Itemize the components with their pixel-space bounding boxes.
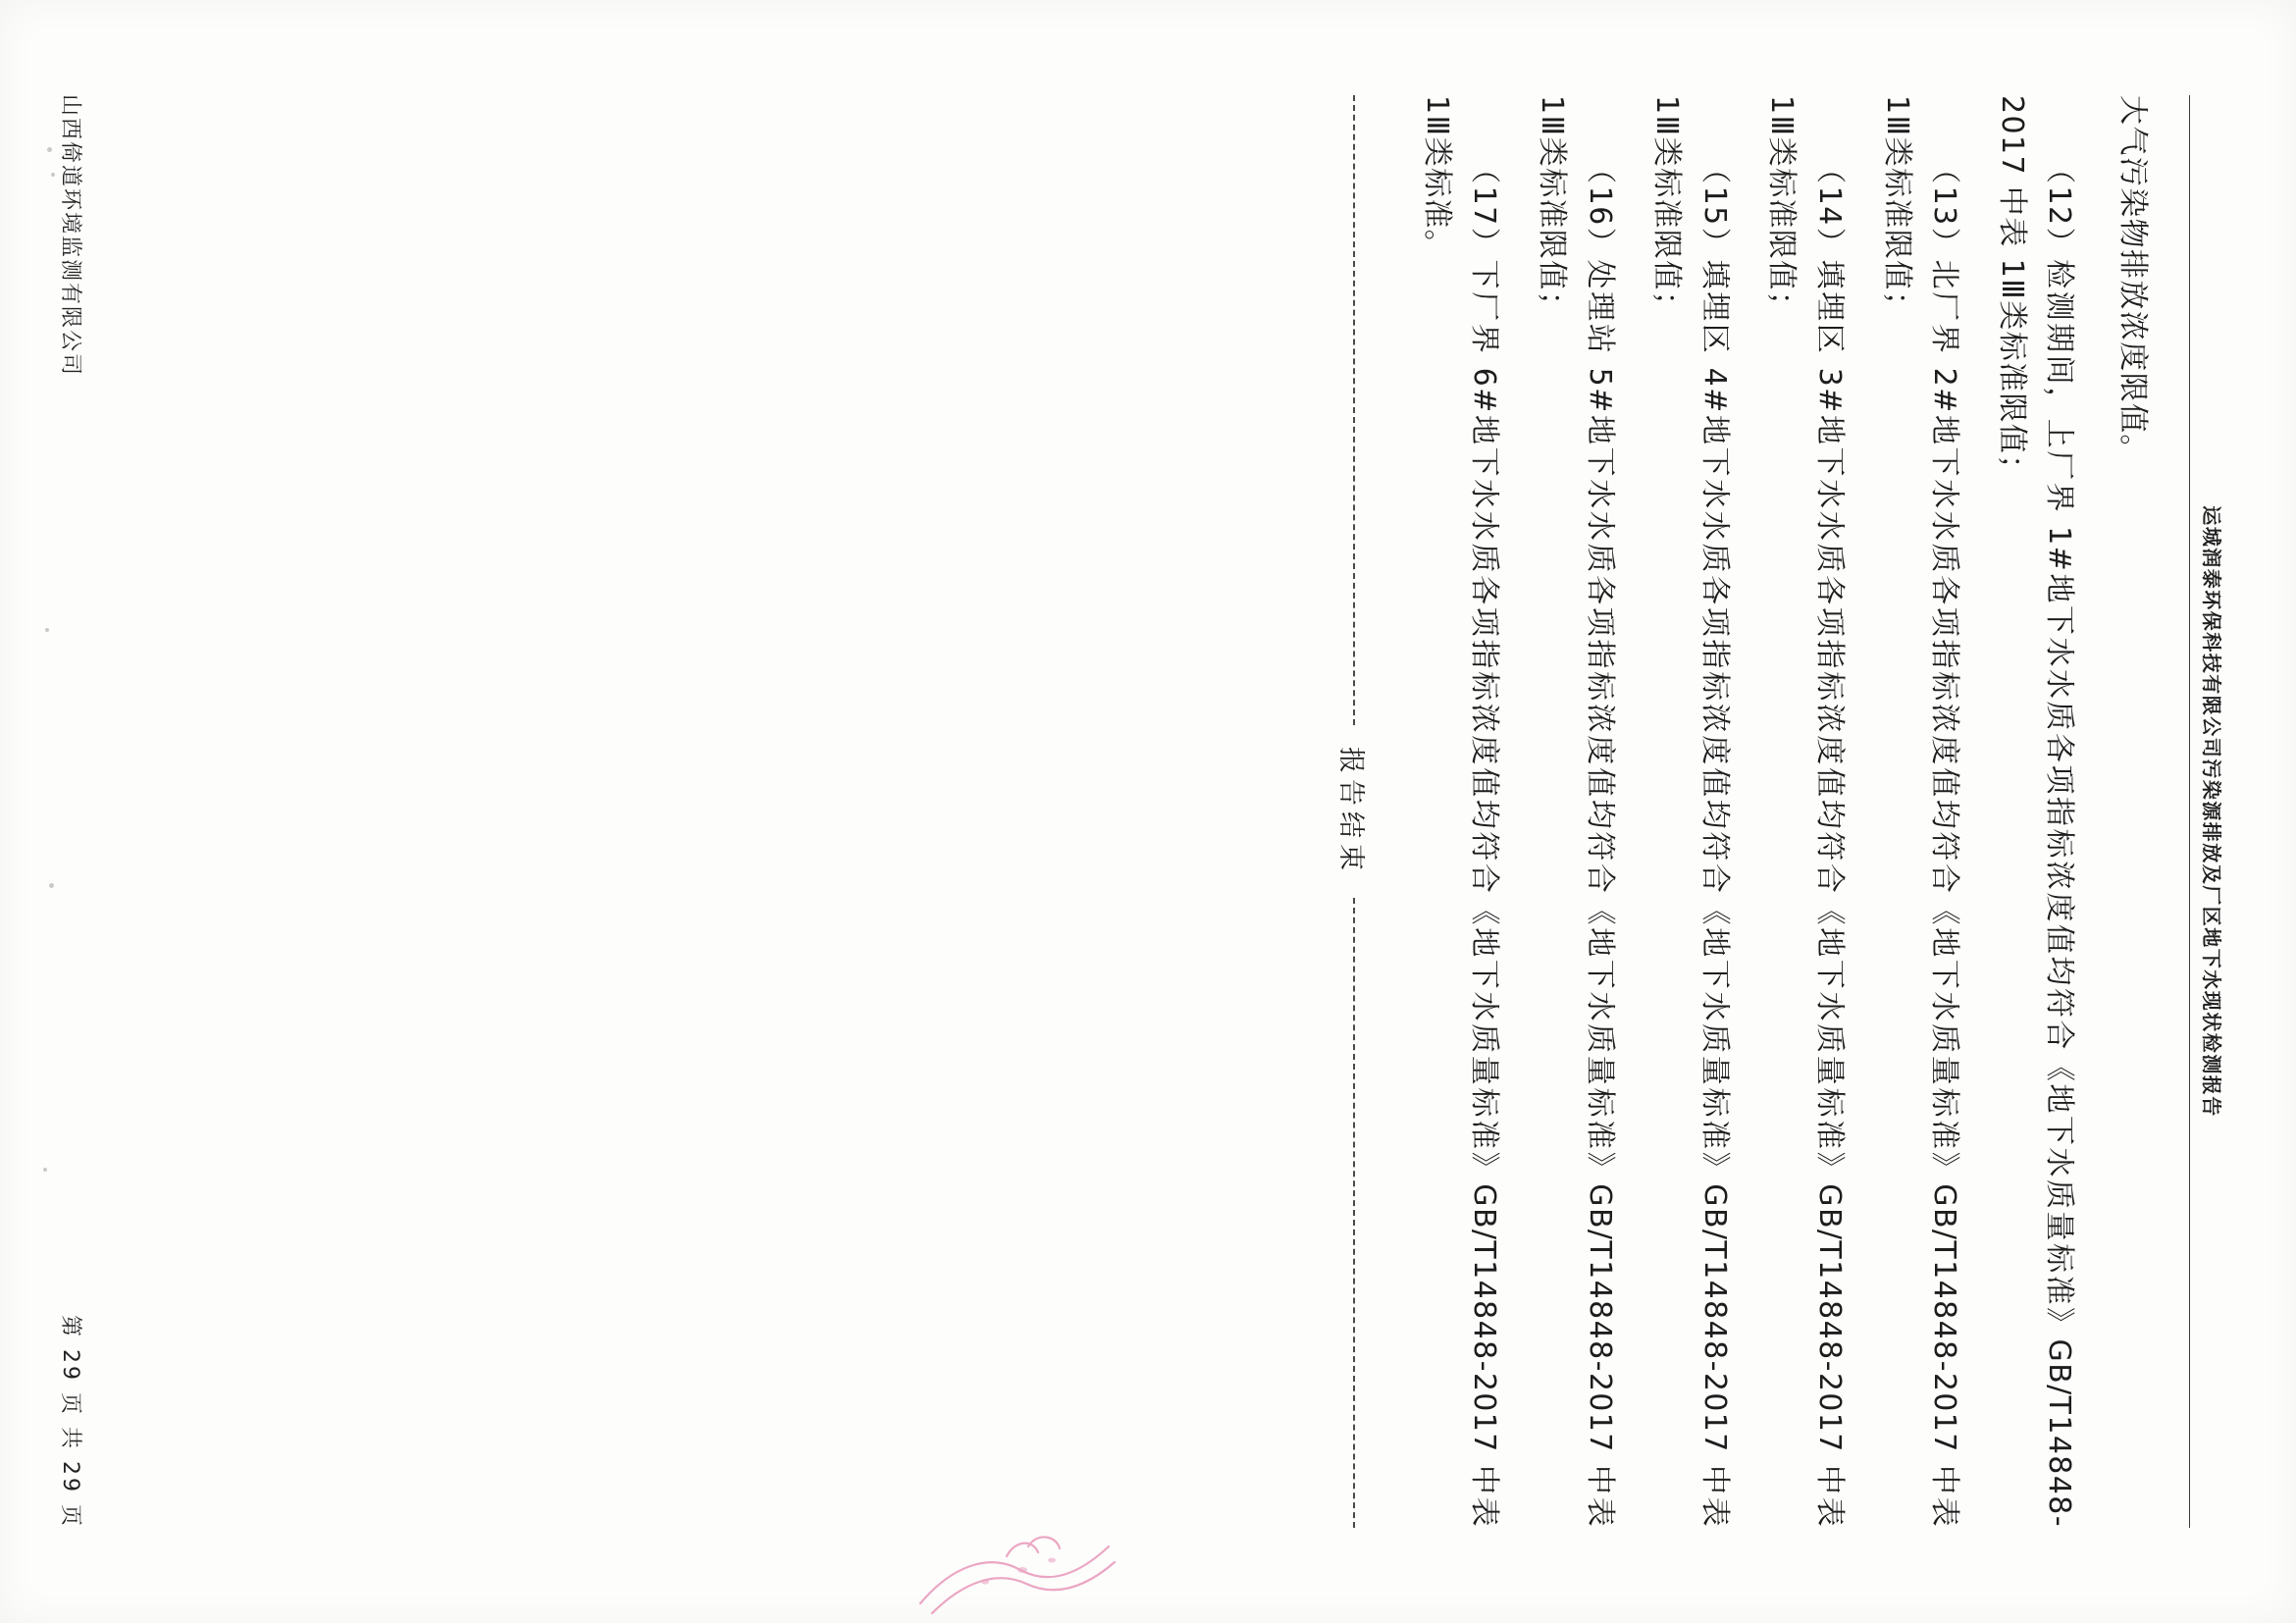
footer-company-name: 山西倚道环境监测有限公司: [58, 94, 82, 378]
dashed-rule-right: [1353, 898, 1355, 1528]
scan-speck: [43, 1168, 47, 1172]
scan-speck: [45, 628, 49, 632]
paragraph-15: （15）填埋区 4#地下水水质各项指标浓度值均符合《地下水质量标准》GB/T14848-2017 中表 1Ⅲ类标准限值；: [1649, 95, 1732, 1528]
page-content: [174, 95, 2189, 1528]
paragraph-0: 大气污染物排放浓度限值。: [2115, 95, 2150, 465]
report-end-label: 报告结束: [1335, 747, 1367, 876]
report-end-marker: [1334, 95, 1373, 1528]
paragraph-12: （12）检测期间，上厂界 1#地下水水质各项指标浓度值均符合《地下水质量标准》GB/T14848-2017 中表 1Ⅲ类标准限值；: [1994, 95, 2077, 1528]
running-title: 运城润泰环保科技有限公司污染源排放及厂区地下水现状检测报告: [2200, 505, 2223, 1118]
scan-speck: [51, 173, 55, 177]
scan-speck: [49, 883, 54, 888]
page-header: [2189, 95, 2227, 1528]
footer-page-number: 第 29 页 共 29 页: [58, 1315, 82, 1529]
dashed-rule-left: [1353, 95, 1355, 725]
page-footer: [57, 94, 87, 1529]
paragraph-14: （14）填埋区 3#地下水水质各项指标浓度值均符合《地下水质量标准》GB/T14848-2017 中表 1Ⅲ类标准限值；: [1764, 95, 1848, 1528]
paragraph-13: （13）北厂界 2#地下水水质各项指标浓度值均符合《地下水质量标准》GB/T14848-2017 中表 1Ⅲ类标准限值；: [1879, 95, 1962, 1528]
paragraph-16: （16）处理站 5#地下水水质各项指标浓度值均符合《地下水质量标准》GB/T14848-2017 中表 1Ⅲ类标准限值；: [1535, 95, 1617, 1528]
paragraph-17: （17）下厂界 6#地下水水质各项指标浓度值均符合《地下水质量标准》GB/T14848-2017 中表 1Ⅲ类标准。: [1419, 95, 1502, 1528]
scan-speck: [47, 147, 52, 152]
